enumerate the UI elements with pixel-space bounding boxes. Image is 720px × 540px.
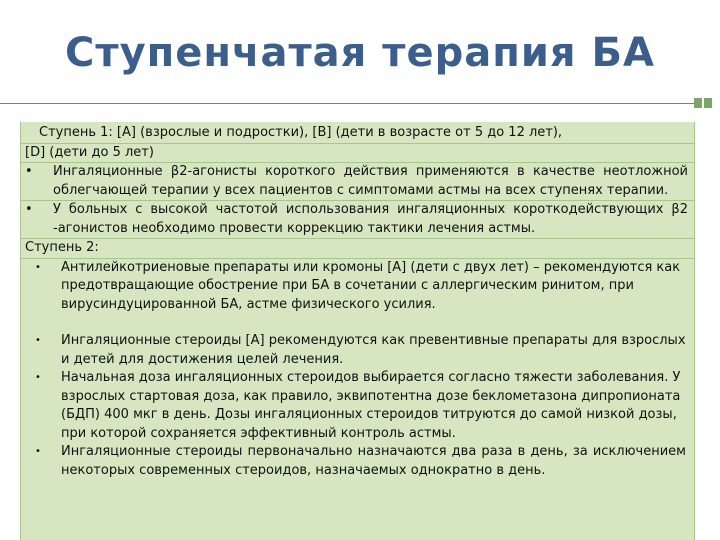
step1-heading: Ступень 1: [A] (взрослые и подростки), [B] (дети в возрасте от 5 до 12 лет), bbox=[39, 125, 563, 140]
list-item bbox=[25, 201, 690, 238]
slide-title: Ступенчатая терапия БА bbox=[65, 30, 655, 76]
list-item-text: Антилейкотриеновые препараты или кромоны [A] (дети с двух лет) – рекомендуются как предотвращающие обострение при БА в сочетании с аллергическим ринитом, при вирусиндуцированной БА, астме физического усилия. bbox=[61, 259, 681, 312]
list-item-text: Ингаляционные β2-агонисты короткого действия применяются в качестве неотложной облегчающей терапии у всех пациентов с симптомами астмы на всех ступенях терапии. bbox=[53, 164, 688, 198]
accent-square bbox=[704, 98, 712, 108]
step1-bullet-list bbox=[25, 201, 690, 238]
list-item-text: Ингаляционные стероиды первоначально назначаются два раза в день, за исключением некоторых современных стероидов, назначаемых однократно в день. bbox=[61, 444, 686, 478]
step1-bullet-row bbox=[21, 200, 694, 238]
accent-square bbox=[694, 98, 702, 108]
title-divider bbox=[0, 103, 694, 104]
step1-heading-cont: [D] (дети до 5 лет) bbox=[25, 144, 154, 160]
bullet-icon: • bbox=[25, 202, 33, 217]
bullet-icon: • bbox=[35, 261, 41, 273]
step2-bullet-list bbox=[25, 259, 690, 481]
list-item-text: Начальная доза ингаляционных стероидов выбирается согласно тяжести заболевания. У взрослых стартовая доза, как правило, эквипотентна дозе беклометазона дипропионата (БДП) 400 мкг в день. Дозы ингаляционных стероидов титруются до самой низкой дозы, при которой сохраняется эффективный контроль астмы. bbox=[61, 370, 681, 441]
step2-heading-row bbox=[21, 238, 694, 258]
list-item-text: У больных с высокой частотой использования ингаляционных короткодействующих β2 -агонистов необходимо провести коррекцию тактики лечения астмы. bbox=[53, 202, 688, 236]
step1-heading-row bbox=[21, 122, 694, 143]
list-item bbox=[25, 443, 690, 480]
list-item-text: Ингаляционные стероиды [A] рекомендуются как превентивные препараты для взрослых и детей для достижения целей лечения. bbox=[61, 333, 686, 367]
content-panel bbox=[20, 122, 695, 540]
list-item bbox=[25, 259, 690, 315]
list-item bbox=[25, 163, 690, 200]
step1-bullet-row bbox=[21, 162, 694, 200]
list-spacer bbox=[25, 314, 690, 332]
step2-body-row bbox=[21, 258, 694, 481]
bullet-icon: • bbox=[35, 335, 41, 346]
bullet-icon: • bbox=[25, 164, 33, 179]
bullet-icon: • bbox=[35, 372, 41, 383]
list-item bbox=[25, 332, 690, 369]
step1-heading-row-2 bbox=[21, 143, 694, 163]
list-item bbox=[25, 369, 690, 443]
accent-squares bbox=[694, 98, 720, 108]
step1-bullet-list bbox=[25, 163, 690, 200]
step2-heading: Ступень 2: bbox=[25, 240, 99, 255]
bullet-icon: • bbox=[35, 446, 41, 457]
